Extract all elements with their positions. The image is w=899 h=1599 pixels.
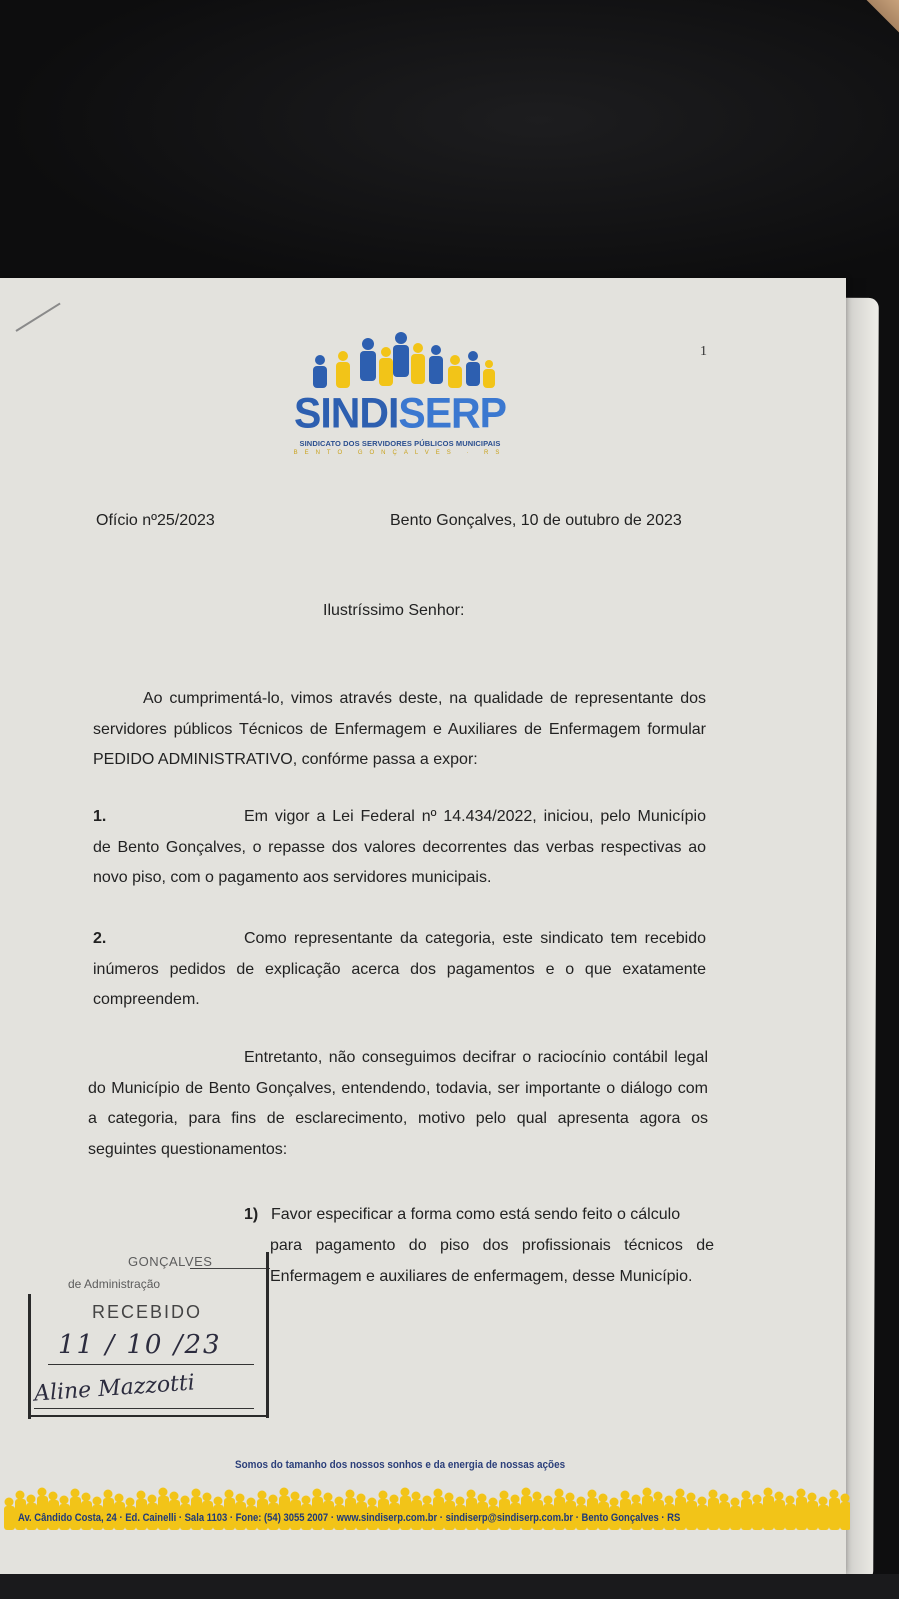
footer-figure-body: [708, 1498, 719, 1530]
footer-figure-body: [807, 1501, 818, 1530]
footer-figure-head: [566, 1493, 575, 1502]
footer-figure-head: [841, 1494, 850, 1503]
footer-figure-head: [302, 1496, 311, 1505]
background-corner: [859, 0, 899, 40]
footer-figure-head: [38, 1488, 47, 1497]
paragraph-item-2: Como representante da categoria, este sindicato tem recebido inúmeros pedidos de explicação acerca dos pagamentos e o que exatamente compreendem.: [93, 930, 706, 1008]
footer-figure-head: [610, 1498, 619, 1507]
footer-figure-body: [730, 1506, 741, 1530]
footer-figure-body: [686, 1501, 697, 1530]
footer-figure-head: [434, 1489, 443, 1498]
footer-figure-head: [269, 1495, 278, 1504]
footer-figure-head: [159, 1488, 168, 1497]
office-number: Ofício nº25/2023: [96, 512, 215, 529]
footer-figure-head: [632, 1495, 641, 1504]
footer-figure-head: [775, 1492, 784, 1501]
footer-figure-head: [819, 1497, 828, 1506]
footer-figure-head: [709, 1490, 718, 1499]
footer-figure-body: [785, 1504, 796, 1530]
footer-figure-head: [467, 1490, 476, 1499]
stamp-department: de Administração: [68, 1277, 161, 1291]
footer-figure-head: [687, 1493, 696, 1502]
footer-figure-head: [82, 1493, 91, 1502]
footer-figure-head: [49, 1492, 58, 1501]
paragraph-intro: Ao cumprimentá-lo, vimos através deste, na qualidade de representante dos servidores públicos Técnicos de Enfermagem e Auxiliares de Enfermagem formular PEDIDO ADMINISTRATIVO, confórme passa a expor:: [93, 690, 706, 768]
footer-figure-head: [555, 1489, 564, 1498]
footer-figure-head: [797, 1489, 806, 1498]
logo-wordmark-part1: SINDI: [293, 388, 399, 438]
footer-figure-body: [774, 1500, 785, 1530]
page-shadow: [846, 278, 876, 1578]
footer-figure-head: [676, 1489, 685, 1498]
footer-figure-head: [93, 1497, 102, 1506]
footer-figure-head: [665, 1496, 674, 1505]
logo-wordmark: [280, 389, 520, 438]
stamp-date-line: [48, 1364, 254, 1365]
footer-slogan: Somos do tamanho dos nossos sonhos e da energia de nossas ações: [235, 1459, 566, 1471]
salutation: Ilustríssimo Senhor:: [323, 602, 465, 619]
footer-figure-head: [808, 1493, 817, 1502]
question-1-number: 1): [244, 1206, 259, 1223]
footer-figure-head: [258, 1491, 267, 1500]
received-stamp: [28, 1252, 270, 1417]
footer-figure-head: [126, 1498, 135, 1507]
footer-figure-head: [291, 1492, 300, 1501]
footer-figure-head: [115, 1494, 124, 1503]
footer-figure-body: [840, 1502, 850, 1530]
footer-figure-head: [511, 1495, 520, 1504]
footer-figure-head: [148, 1495, 157, 1504]
footer-figure-head: [599, 1494, 608, 1503]
footer-figure-head: [324, 1493, 333, 1502]
footer-figure-body: [4, 1506, 15, 1530]
footer-figure-head: [753, 1495, 762, 1504]
question-1-text: para pagamento do piso dos profissionais técnicos de Enfermagem e auxiliares de enfermagem, desse Município.: [270, 1237, 714, 1285]
footer-figure-head: [423, 1496, 432, 1505]
footer-figure-body: [796, 1497, 807, 1530]
footer-figure-body: [752, 1503, 763, 1530]
footer-figure-head: [16, 1491, 25, 1500]
footer-figure-head: [731, 1498, 740, 1507]
footer-figure-head: [137, 1491, 146, 1500]
footer-figure-head: [225, 1490, 234, 1499]
stamp-border-left: [28, 1294, 31, 1419]
footer-figure-head: [764, 1488, 773, 1497]
footer-figure-head: [104, 1490, 113, 1499]
footer-figure-head: [181, 1496, 190, 1505]
footer-figure-head: [60, 1496, 69, 1505]
footer-figure-body: [818, 1505, 829, 1530]
footer-figure-head: [5, 1498, 14, 1507]
footer-figure-body: [741, 1499, 752, 1530]
footer-figure-head: [346, 1490, 355, 1499]
stamp-signature-line: [34, 1408, 254, 1409]
paragraph-item-1: Em vigor a Lei Federal nº 14.434/2022, iniciou, pelo Município de Bento Gonçalves, o repasse dos valores decorrentes das verbas respectivas ao novo piso, com o pagamento aos servidores municipais.: [93, 808, 706, 886]
sindiserp-logo: [280, 330, 520, 465]
footer-figure-head: [357, 1494, 366, 1503]
footer-figure-head: [313, 1489, 322, 1498]
footer-figure-head: [280, 1488, 289, 1497]
footer-figure-head: [698, 1497, 707, 1506]
stamp-received-label: RECEBIDO: [92, 1302, 203, 1322]
footer-figure-head: [401, 1488, 410, 1497]
footer-figure-body: [719, 1502, 730, 1530]
footer-figure-head: [621, 1491, 630, 1500]
footer-figure-head: [577, 1497, 586, 1506]
footer-figure-head: [643, 1488, 652, 1497]
background-fabric: [0, 0, 899, 300]
footer-figure-head: [27, 1495, 36, 1504]
footer-figure-body: [697, 1505, 708, 1530]
footer-figure-head: [335, 1497, 344, 1506]
footer-figure-head: [214, 1497, 223, 1506]
footer-figure-head: [192, 1489, 201, 1498]
footer-figure-head: [544, 1496, 553, 1505]
footer-figure-head: [720, 1494, 729, 1503]
footer-figure-head: [379, 1491, 388, 1500]
footer-figure-head: [71, 1489, 80, 1498]
logo-subtitle: SINDICATO DOS SERVIDORES PÚBLICOS MUNICIPAIS: [299, 439, 501, 448]
footer-figure-head: [500, 1491, 509, 1500]
footer-figure-body: [763, 1496, 774, 1530]
stamp-signature: Aline Mazzotti: [33, 1370, 196, 1407]
footer-figure-head: [522, 1488, 531, 1497]
footer-figure-head: [170, 1492, 179, 1501]
footer-address: Av. Cândido Costa, 24 · Ed. Cainelli · Sala 1103 · Fone: (54) 3055 2007 · www.sindiserp.com.br · sindiserp@sindiserp.com.br · Bento Gonçalves · RS: [18, 1512, 681, 1524]
footer-figure-body: [829, 1498, 840, 1530]
footer-figure-head: [489, 1498, 498, 1507]
question-1-first-line: Favor especificar a forma como está sendo feito o cálculo: [271, 1206, 681, 1223]
item-2-number: 2.: [93, 930, 107, 947]
footer-figure-head: [588, 1490, 597, 1499]
footer-figure-head: [445, 1493, 454, 1502]
stamp-border-bottom: [28, 1415, 269, 1417]
footer-figure-head: [390, 1495, 399, 1504]
logo-wordmark-part2: SERP: [398, 388, 506, 438]
footer-figure-head: [368, 1498, 377, 1507]
footer-figure-head: [247, 1498, 256, 1507]
paragraph-item-3: Entretanto, não conseguimos decifrar o raciocínio contábil legal do Município de Bento Gonçalves, entendendo, todavia, ser importante o diálogo com a categoria, para fins de esclarecimento, motivo pelo qual apresenta agora os seguintes questionamentos:: [88, 1049, 708, 1158]
footer-figure-head: [236, 1494, 245, 1503]
footer-figure-head: [478, 1494, 487, 1503]
footer-figure-head: [412, 1492, 421, 1501]
item-1-number: 1.: [93, 808, 107, 825]
footer-figure-head: [533, 1492, 542, 1501]
footer-figure-head: [654, 1492, 663, 1501]
place-date: Bento Gonçalves, 10 de outubro de 2023: [390, 512, 682, 529]
footer-figure-head: [742, 1491, 751, 1500]
stamp-border-right: [266, 1252, 269, 1418]
footer-figure-head: [830, 1490, 839, 1499]
stamp-date: 11 / 10 /23: [58, 1330, 222, 1360]
footer-figure-head: [786, 1496, 795, 1505]
logo-city: BENTO GONÇALVES · RS: [293, 450, 507, 456]
footer-figure-head: [456, 1497, 465, 1506]
background-bottom: [0, 1574, 899, 1599]
footer-figure-head: [203, 1493, 212, 1502]
stamp-municipality: GONÇALVES: [128, 1254, 213, 1269]
page-number: 1: [700, 344, 707, 359]
